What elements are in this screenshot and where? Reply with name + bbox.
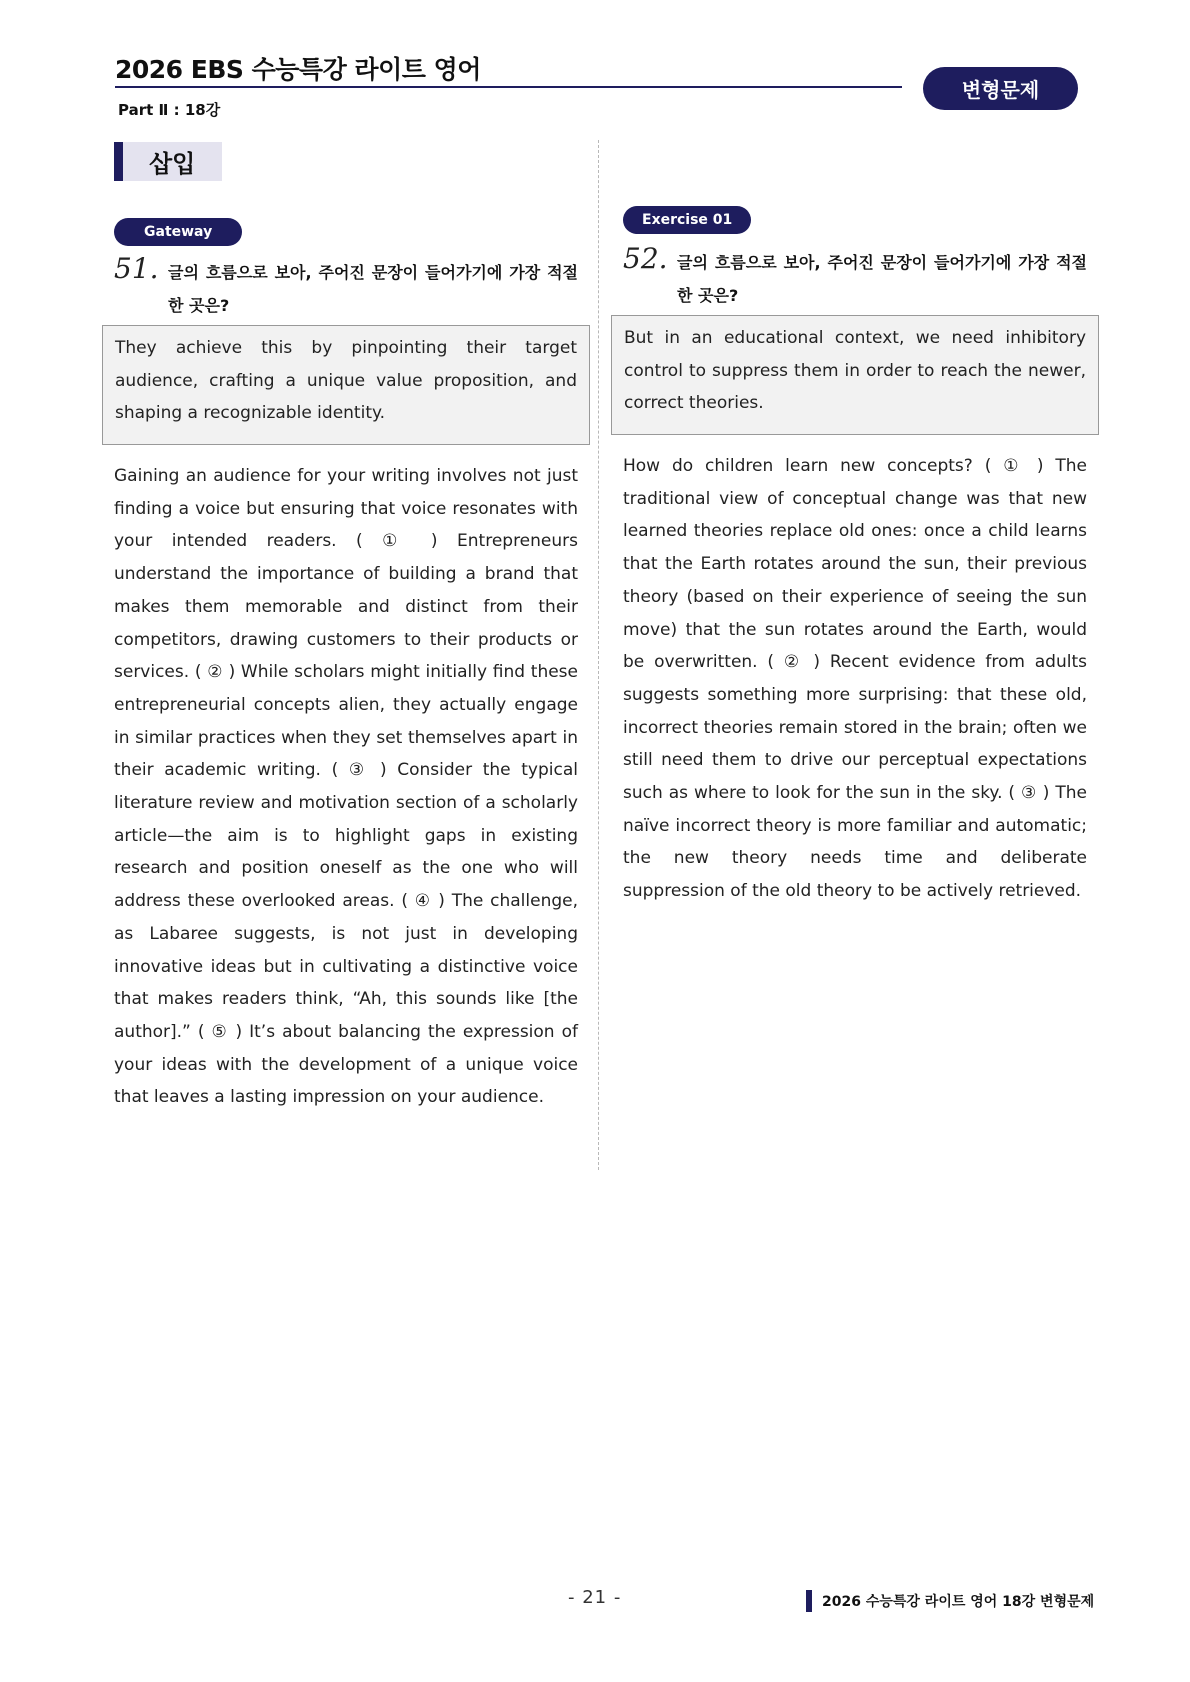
column-divider bbox=[598, 140, 599, 1170]
footer bbox=[806, 1590, 1094, 1612]
part-label: Part Ⅱ : 18강 bbox=[118, 101, 221, 119]
passage-52-text: How do children learn new concepts? ( ① ) The traditional view of conceptual change was that new learned theories replace old ones: once a child learns that the Earth rotates around the sun, their previous theory (based on their experience of seeing the sun move) that the sun rotates around the Earth, would be overwritten. ( ② ) Recent evidence from adults suggests something more surprising: that these old, incorrect theories remain stored in the brain; often we still need them to drive our perceptual expectations such as where to look for the sun in the sky. ( ③ ) The naïve incorrect theory is more familiar and automatic; the new theory needs time and deliberate suppression of the old theory to be actively retrieved. bbox=[623, 456, 1087, 902]
given-sentence-51 bbox=[102, 325, 590, 445]
page-number: - 21 - bbox=[568, 1587, 622, 1608]
question-51-prompt: 글의 흐름으로 보아, 주어진 문장이 들어가기에 가장 적절한 곳은? bbox=[168, 263, 578, 315]
question-51 bbox=[114, 252, 578, 322]
question-51-number: 51. bbox=[114, 252, 159, 285]
section-label: 삽입 bbox=[149, 150, 196, 178]
passage-51 bbox=[114, 460, 578, 1114]
given-sentence-51-box: They achieve this by pinpointing their target audience, crafting a unique value proposition, and shaping a recognizable identity. bbox=[102, 325, 590, 445]
question-52-prompt: 글의 흐름으로 보아, 주어진 문장이 들어가기에 가장 적절한 곳은? bbox=[677, 253, 1087, 305]
section-tag bbox=[114, 142, 222, 181]
question-52 bbox=[623, 242, 1087, 312]
given-sentence-52 bbox=[611, 315, 1099, 435]
given-sentence-52-box: But in an educational context, we need inhibitory control to suppress them in order to reach the newer, correct theories. bbox=[611, 315, 1099, 435]
question-52-number: 52. bbox=[623, 242, 668, 275]
passage-52 bbox=[623, 450, 1087, 908]
header-divider bbox=[115, 86, 902, 88]
gateway-pill: Gateway bbox=[114, 218, 242, 246]
footer-text: 2026 수능특강 라이트 영어 18강 변형문제 bbox=[822, 1594, 1095, 1610]
type-badge: 변형문제 bbox=[923, 67, 1078, 110]
document-title: 2026 EBS 수능특강 라이트 영어 bbox=[115, 55, 481, 84]
footer-bar bbox=[806, 1590, 812, 1612]
question-52-text bbox=[623, 242, 1087, 312]
section-tag-bar bbox=[114, 142, 123, 181]
exercise-pill-wrap bbox=[623, 206, 1087, 234]
passage-51-text: Gaining an audience for your writing involves not just finding a voice but ensuring that voice resonates with your intended readers. ( ① ) Entrepreneurs understand the importance of building a brand that makes them memorable and distinct from their competitors, drawing customers to their products or services. ( ② ) While scholars might initially find these entrepreneurial concepts alien, they actually engage in similar practices when they set themselves apart in their academic writing. ( ③ ) Consider the typical literature review and motivation section of a scholarly article—the aim is to highlight gaps in existing research and position oneself as the one who will address these overlooked areas. ( ④ ) The challenge, as Labaree suggests, is not just in developing innovative ideas but in cultivating a distinctive voice that makes readers think, “Ah, this sounds like [the author].” ( ⑤ ) It’s about balancing the expression of your ideas with the development of a unique voice that leaves a lasting impression on your audience. bbox=[114, 466, 578, 1108]
gateway-pill-wrap bbox=[114, 218, 578, 246]
exercise-pill: Exercise 01 bbox=[623, 206, 751, 234]
question-51-text bbox=[114, 252, 578, 322]
